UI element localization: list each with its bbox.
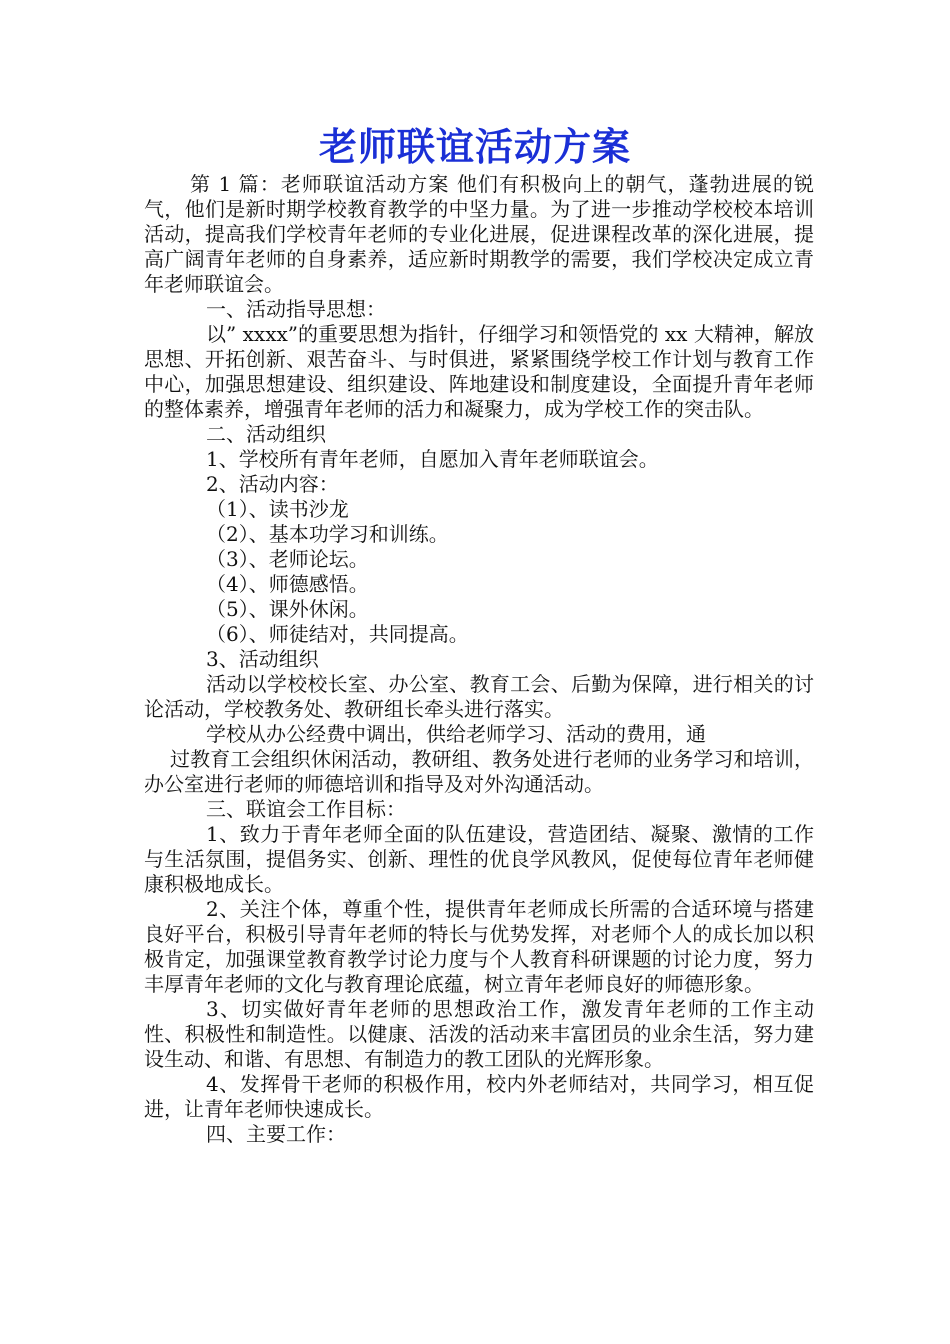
funding-paragraph-start: 学校从办公经费中调出，供给老师学习、活动的费用，通 [206, 722, 706, 746]
goal-item-1: 1、致力于青年老师全面的队伍建设，营造团结、凝聚、激情的工作与生活氛围，提倡务实、创新、理性的优良学风教风，促使每位青年老师健康积极地成长。 [144, 822, 814, 896]
section-heading-organization: 二、活动组织 [206, 422, 326, 446]
section-heading-main-work: 四、主要工作： [206, 1122, 346, 1146]
section-heading-goals: 三、联谊会工作目标： [206, 797, 406, 821]
funding-paragraph-continued: 过教育工会组织休闲活动，教研组、教务处进行老师的业务学习和培训，办公室进行老师的师德培训和指导及对外沟通活动。 [144, 747, 814, 796]
content-item-1: （1）、读书沙龙 [206, 497, 349, 521]
organization-item-3: 3、活动组织 [206, 647, 319, 671]
goal-item-4: 4、发挥骨干老师的积极作用，校内外老师结对，共同学习，相互促进，让青年老师快速成长。 [144, 1072, 814, 1121]
content-item-4: （4）、师德感悟。 [206, 572, 369, 596]
section-heading-guiding-thought: 一、活动指导思想： [206, 297, 386, 321]
organization-item-1: 1、学校所有青年老师，自愿加入青年老师联谊会。 [206, 447, 659, 471]
guiding-thought-paragraph: 以” xxxx”的重要思想为指针，仔细学习和领悟党的 xx 大精神，解放思想、开拓创新、艰苦奋斗、与时俱进，紧紧围绕学校工作计划与教育工作中心，加强思想建设、组织建设、阵地建设和制度建设，全面提升青年老师的整体素养，增强青年老师的活力和凝聚力，成为学校工作的突击队。 [144, 322, 814, 421]
content-item-6: （6）、师徒结对，共同提高。 [206, 622, 469, 646]
content-item-2: （2）、基本功学习和训练。 [206, 522, 449, 546]
organization-item-2: 2、活动内容： [206, 472, 339, 496]
document-title: 老师联谊活动方案 [318, 125, 631, 169]
content-item-3: （3）、老师论坛。 [206, 547, 369, 571]
organization-detail-paragraph: 活动以学校校长室、办公室、教育工会、后勤为保障，进行相关的讨论活动，学校教务处、教研组长牵头进行落实。 [144, 672, 814, 721]
content-item-5: （5）、课外休闲。 [206, 597, 369, 621]
document-body [144, 172, 814, 1147]
goal-item-3: 3、切实做好青年老师的思想政治工作，激发青年老师的工作主动性、积极性和制造性。以健康、活泼的活动来丰富团员的业余生活，努力建设生动、和谐、有思想、有制造力的教工团队的光辉形象。 [144, 997, 814, 1071]
intro-paragraph: 第 1 篇：老师联谊活动方案 他们有积极向上的朝气，蓬勃进展的锐气，他们是新时期学校教育教学的中坚力量。为了进一步推动学校校本培训活动，提高我们学校青年老师的专业化进展，促进课程改革的深化进展，提高广阔青年老师的自身素养，适应新时期教学的需要，我们学校决定成立青年老师联谊会。 [144, 172, 814, 296]
goal-item-2: 2、关注个体，尊重个性，提供青年老师成长所需的合适环境与搭建良好平台，积极引导青年老师的特长与优势发挥，对老师个人的成长加以积极肯定，加强课堂教育教学讨论力度与个人教育科研课题的讨论力度，努力丰厚青年老师的文化与教育理论底蕴，树立青年老师良好的师德形象。 [144, 897, 814, 996]
